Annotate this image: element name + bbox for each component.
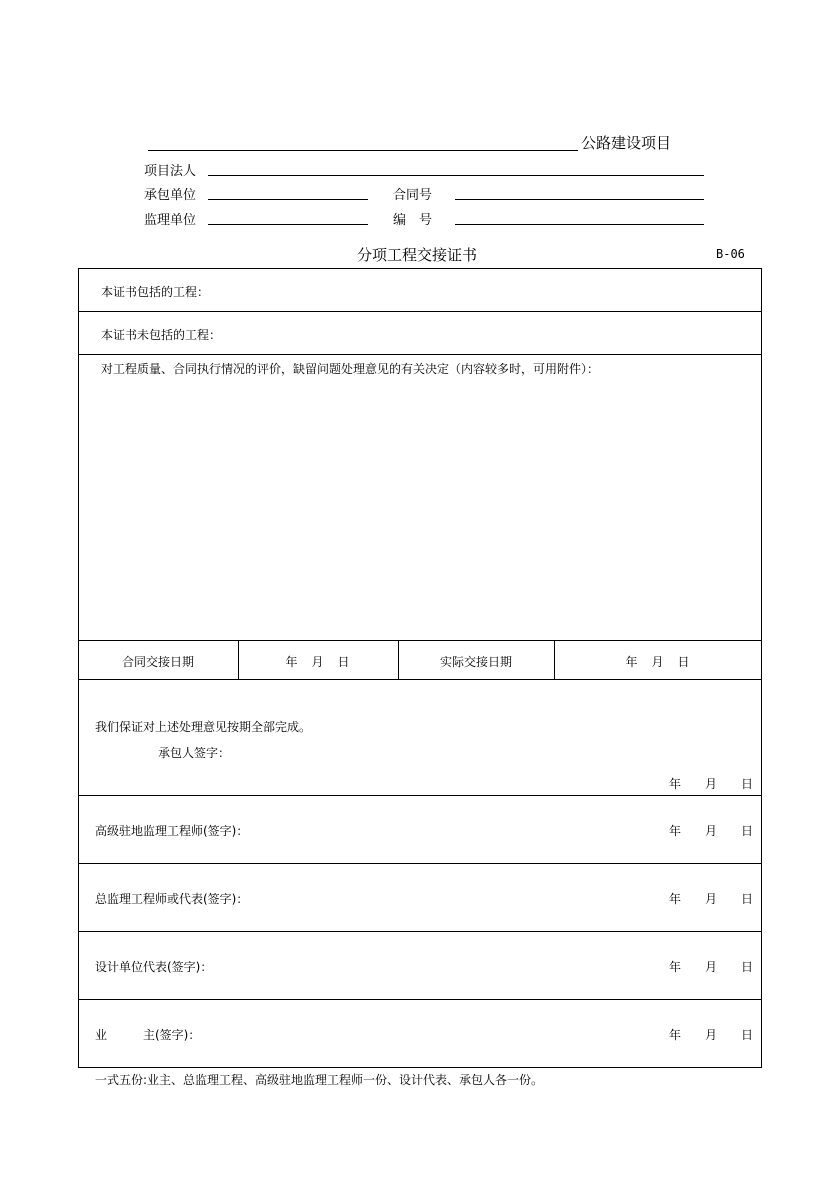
project-suffix: 公路建设项目: [581, 134, 672, 152]
row-divider: [78, 354, 762, 355]
supervisor-line: [208, 224, 368, 225]
project-name-line: [148, 150, 578, 151]
supervisor-label: 监理单位: [144, 213, 197, 228]
contract-no-line: [455, 199, 704, 200]
row-divider: [78, 999, 762, 1000]
actual-date-value: 年 月 日: [625, 655, 691, 669]
contract-date-value: 年 月 日: [285, 655, 351, 669]
contract-no-label: 合同号: [393, 188, 433, 203]
row-divider: [78, 640, 762, 641]
row-divider: [78, 795, 762, 796]
contractor-sign-label: 承包人签字：: [158, 746, 231, 760]
design-rep-sign-date: 年 月 日: [669, 960, 754, 974]
chief-engineer-sign-date: 年 月 日: [669, 892, 754, 906]
form-code: B-06: [716, 247, 745, 261]
contractor-sign-date: 年 月 日: [669, 777, 754, 791]
copies-note: 一式五份:业主、总监理工程、高级驻地监理工程师一份、设计代表、承包人各一份。: [95, 1073, 544, 1087]
serial-no-line: [455, 224, 704, 225]
serial-no-label: 编 号: [393, 213, 433, 228]
included-works-label: 本证书包括的工程：: [101, 285, 210, 299]
chief-engineer-sign-label: 总监理工程师或代表(签字)：: [95, 892, 249, 906]
legal-person-label: 项目法人: [144, 164, 197, 179]
row-divider: [78, 679, 762, 680]
owner-sign-date: 年 月 日: [669, 1028, 754, 1042]
senior-engineer-sign-label: 高级驻地监理工程师(签字)：: [95, 824, 249, 838]
actual-date-label: 实际交接日期: [439, 655, 512, 669]
senior-engineer-sign-date: 年 月 日: [669, 824, 754, 838]
contract-date-label: 合同交接日期: [121, 655, 194, 669]
excluded-works-label: 本证书未包括的工程：: [101, 328, 222, 342]
owner-sign-label: 业 主(签字)：: [95, 1028, 201, 1042]
contractor-line: [208, 199, 368, 200]
row-divider: [78, 931, 762, 932]
guarantee-text: 我们保证对上述处理意见按期全部完成。: [95, 720, 312, 734]
legal-person-line: [208, 175, 704, 176]
row-divider: [78, 311, 762, 312]
design-rep-sign-label: 设计单位代表(签字)：: [95, 960, 213, 974]
form-title: 分项工程交接证书: [357, 246, 478, 264]
row-divider: [78, 863, 762, 864]
contractor-label: 承包单位: [144, 188, 197, 203]
evaluation-label: 对工程质量、合同执行情况的评价，缺留问题处理意见的有关决定（内容较多时，可用附件）：: [101, 362, 600, 376]
